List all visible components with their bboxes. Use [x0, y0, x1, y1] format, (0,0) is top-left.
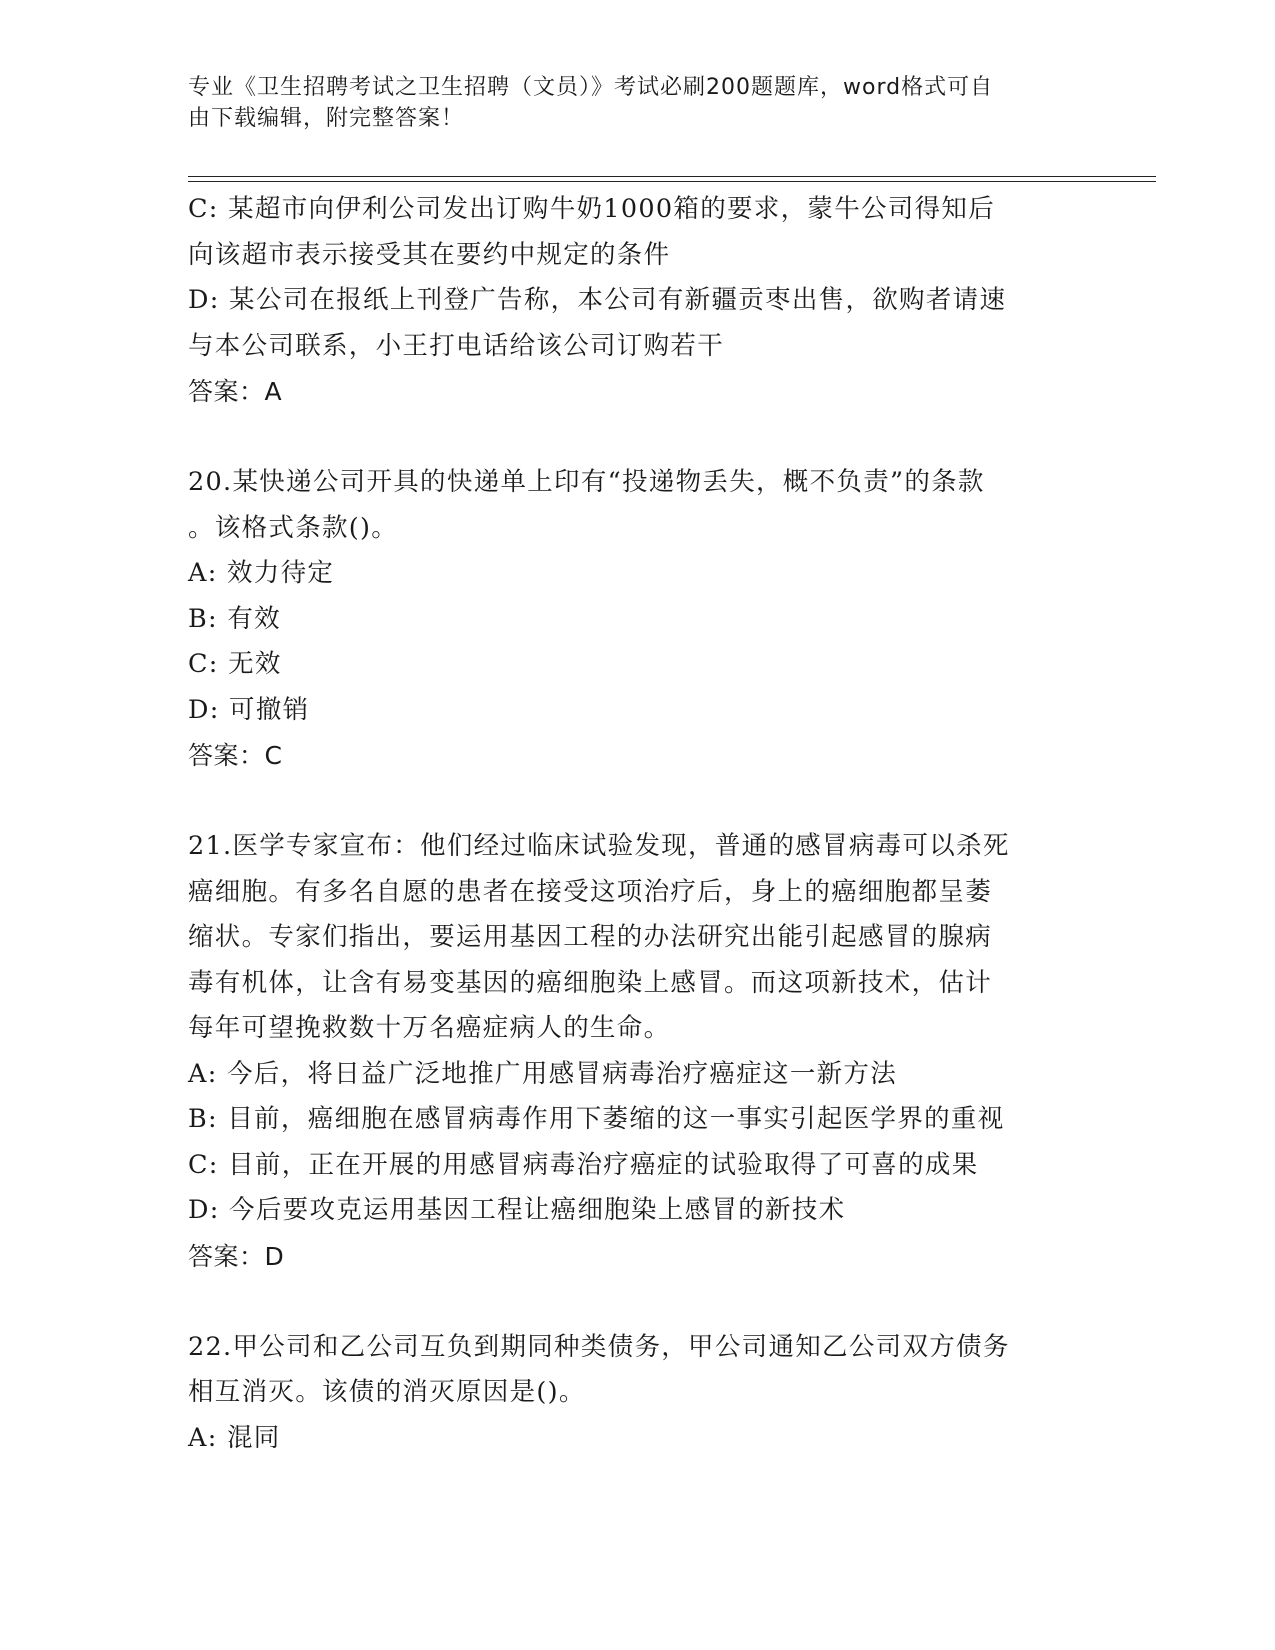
answer-line: 答案：C: [188, 741, 283, 770]
question-stem-line: 每年可望挽救数十万名癌症病人的生命。: [188, 1013, 671, 1043]
answer-line: 答案：A: [188, 377, 283, 406]
header-divider-top: [188, 176, 1156, 177]
question-stem-line: 相互消灭。该债的消灭原因是()。: [188, 1377, 586, 1407]
option-d: D: 今后要攻克运用基因工程让癌细胞染上感冒的新技术: [188, 1195, 846, 1225]
question-stem-line: 。该格式条款()。: [188, 512, 399, 543]
prev-question-block: [188, 187, 1088, 415]
option-b: B: 有效: [188, 603, 281, 634]
option-d-line-1: D: 某公司在报纸上刊登广告称，本公司有新疆贡枣出售，欲购者请速: [188, 285, 1007, 315]
question-stem-line: 20.某快递公司开具的快递单上印有“投递物丢失，概不负责”的条款: [188, 467, 985, 497]
option-c-line-1: C: 某超市向伊利公司发出订购牛奶1000箱的要求，蒙牛公司得知后: [188, 194, 996, 224]
question-content: [188, 187, 1088, 1461]
question-22: [188, 1325, 1088, 1462]
question-stem-line: 缩状。专家们指出，要运用基因工程的办法研究出能引起感冒的腺病: [188, 922, 993, 952]
answer-line: 答案：D: [188, 1241, 285, 1271]
header-divider-bottom: [188, 181, 1156, 182]
spacer: [188, 415, 1088, 461]
question-stem-line: 毒有机体，让含有易变基因的癌细胞染上感冒。而这项新技术，估计: [188, 967, 993, 998]
option-a: A: 今后，将日益广泛地推广用感冒病毒治疗癌症这一新方法: [188, 1058, 898, 1089]
option-a: A: 混同: [188, 1422, 281, 1453]
question-21: [188, 824, 1088, 1279]
question-stem-line: 22.甲公司和乙公司互负到期同种类债务，甲公司通知乙公司双方债务: [188, 1331, 1010, 1362]
option-c: C: 无效: [188, 649, 282, 679]
spacer: [188, 779, 1088, 825]
header-line-2: 由下载编辑，附完整答案！: [188, 106, 465, 131]
option-c: C: 目前，正在开展的用感冒病毒治疗癌症的试验取得了可喜的成果: [188, 1149, 979, 1180]
question-stem-line: 癌细胞。有多名自愿的患者在接受这项治疗后，身上的癌细胞都呈萎: [188, 876, 993, 907]
option-a: A: 效力待定: [188, 558, 335, 588]
option-d-line-2: 与本公司联系，小王打电话给该公司订购若干: [188, 330, 725, 361]
question-20: [188, 460, 1088, 779]
option-b: B: 目前，癌细胞在感冒病毒作用下萎缩的这一事实引起医学界的重视: [188, 1104, 1005, 1134]
option-c-line-2: 向该超市表示接受其在要约中规定的条件: [188, 239, 671, 270]
document-header: [188, 72, 1068, 134]
header-line-1: 专业《卫生招聘考试之卫生招聘（文员）》考试必刷200题题库，word格式可自: [188, 75, 994, 100]
question-stem-line: 21.医学专家宣布：他们经过临床试验发现，普通的感冒病毒可以杀死: [188, 831, 1010, 861]
spacer: [188, 1279, 1088, 1325]
option-d: D: 可撤销: [188, 694, 310, 725]
